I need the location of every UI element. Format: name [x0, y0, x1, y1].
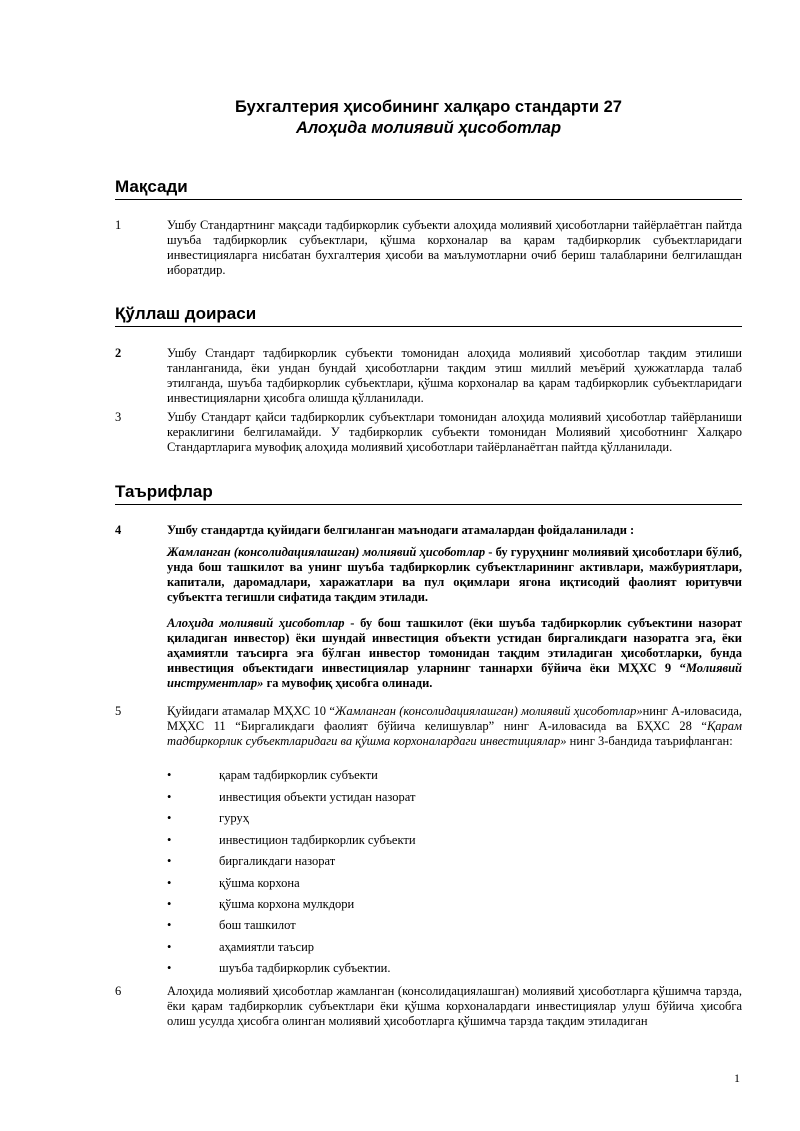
paragraph-4-intro: Ушбу стандартда қуйидаги белгиланган маънодаги атамалардан фойдаланилади :: [167, 523, 635, 537]
bullet-marker: •: [167, 811, 172, 825]
paragraph-number-5: 5: [115, 704, 122, 718]
title-line-2: Алоҳида молиявий ҳисоботлар: [295, 119, 562, 137]
paragraph-3: Ушбу Стандарт қайси тадбиркорлик субъектлари томонидан алоҳида молиявий ҳисоботлар тайёрланиши кераклигини белгиламайди. У тадбиркорлик субъекти томонидан Молиявий ҳисоботнинг Халқаро Стандартларига мувофиқ алоҳида молиявий ҳисоботлари тайёрланаётган пайтда қўлланилади.: [167, 410, 742, 454]
section-heading-scope: Қўллаш доираси: [115, 303, 742, 327]
list-item: қўшма корхона мулкдори: [219, 897, 355, 911]
paragraph-5-text-b: нинг А-иловасида, МҲХС 11 “Биргаликдаги фаолият бўйича келишувлар” нинг А-иловасида ва БҲХС 28 “: [167, 704, 742, 733]
paragraph-number-1: 1: [115, 218, 122, 232]
definition-text: - бу бош ташкилот (ёки шуъба тадбиркорлик субъектини назорат қиладиган инвестор) ёки шундай инвестиция объекти устидан биргаликдаги назоратга эга, ёки аҳамиятли таъсирга эга бўлган инвестор томонидан тақдим этиладиган ҳисоботларки, бунда инвестиция объектидаги инвестициялар уларнинг таннархи бўйича ёки МҲХС 9 “: [167, 616, 742, 675]
paragraph-5: [167, 704, 742, 749]
standard-reference: Жамланган (консолидациялашган) молиявий ҳисоботлар»: [334, 704, 643, 718]
paragraph-5-text-a: Қуйидаги атамалар МҲХС 10 “: [167, 704, 335, 718]
bullet-marker: •: [167, 918, 172, 932]
definition-text: - бу гуруҳнинг молиявий ҳисоботлари бўлиб, унда бош ташкилот ва унинг шуъба тадбиркорлик субъектларининг активлари, мажбуриятлари, капитали, даромадлари, харажатлари ва пул оқимлари ягона иқтисодий фаолият юритувчи субъектга тегишли сифатида тақдим этилади.: [167, 545, 742, 604]
paragraph-6: Алоҳида молиявий ҳисоботлар жамланган (консолидациялашган) молиявий ҳисоботларга қўшимча тарзда, ёки қарам тадбиркорлик субъектлари ёки қўшма корхоналардаги инвестициялар улуш бўйича ҳисобга олиш усулда ҳисобга олинган молиявий ҳисоботларга қўшимча тарзда тақдим этиладиган: [167, 984, 742, 1028]
bullet-marker: •: [167, 854, 172, 868]
definition-separate-statements: [167, 616, 742, 691]
definition-term: Алоҳида молиявий ҳисоботлар: [167, 616, 345, 630]
paragraph-5-text-c: нинг 3-бандида таърифланган:: [566, 734, 733, 748]
definition-term: Жамланган (консолидациялашган) молиявий ҳисоботлар: [167, 545, 486, 559]
list-item: гуруҳ: [219, 811, 249, 825]
paragraph-number-2: 2: [115, 346, 122, 360]
list-item: қарам тадбиркорлик субъекти: [219, 768, 378, 782]
paragraph-number-3: 3: [115, 410, 122, 424]
list-item: инвестиция объекти устидан назорат: [219, 790, 416, 804]
section-heading-definitions: Таърифлар: [115, 481, 742, 505]
bullet-marker: •: [167, 768, 172, 782]
list-item: бош ташкилот: [219, 918, 296, 932]
standard-reference: Молиявий инструментлар»: [167, 661, 742, 690]
definition-tail: га мувофиқ ҳисобга олинади.: [263, 676, 433, 690]
document-title: [115, 97, 742, 139]
bullet-marker: •: [167, 961, 172, 975]
section-heading-objective: Мақсади: [115, 176, 742, 200]
definition-consolidated-statements: [167, 545, 742, 605]
bullet-marker: •: [167, 833, 172, 847]
list-item: биргаликдаги назорат: [219, 854, 336, 868]
paragraph-2: Ушбу Стандарт тадбиркорлик субъекти томонидан алоҳида молиявий ҳисоботлар тақдим этилиши танланганида, ёки ундан бундай ҳисоботларни тақдим этиш миллий меъёрий ҳужжатларда талаб этилганда, шуъба тадбиркорлик субъектлари, қўшма корхоналар ва қарам тадбиркорлик субъектларидаги инвестицияларни ҳисобга олишда қўлланилади.: [167, 346, 742, 405]
paragraph-1: Ушбу Стандартнинг мақсади тадбиркорлик субъекти алоҳида молиявий ҳисоботларни тайёрлаётган пайтда шуъба тадбиркорлик субъектлари, қўшма корхоналар ва қарам тадбиркорлик субъектларидаги инвестицияларга нисбатан бухгалтерия ҳисоби ва маълумотларни очиб бериш талабларини белгилашдан иборатдир.: [167, 218, 742, 277]
bullet-marker: •: [167, 940, 172, 954]
list-item: шуъба тадбиркорлик субъектии.: [219, 961, 391, 975]
paragraph-number-6: 6: [115, 984, 122, 998]
bullet-marker: •: [167, 897, 172, 911]
page-number: 1: [734, 1071, 740, 1085]
title-line-1: Бухгалтерия ҳисобининг халқаро стандарти 27: [235, 98, 622, 116]
bullet-marker: •: [167, 876, 172, 890]
list-item: инвестицион тадбиркорлик субъекти: [219, 833, 416, 847]
list-item: аҳамиятли таъсир: [219, 940, 315, 954]
bullet-marker: •: [167, 790, 172, 804]
paragraph-number-4: 4: [115, 523, 122, 537]
list-item: қўшма корхона: [219, 876, 300, 890]
standard-reference: Қарам тадбиркорлик субъектларидаги ва қўшма корхоналардаги инвестициялар»: [167, 719, 742, 748]
